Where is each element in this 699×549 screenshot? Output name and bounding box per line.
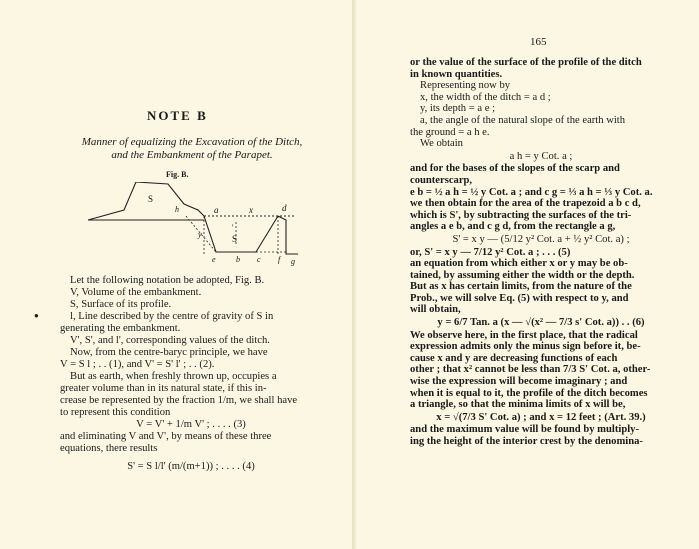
equation-line: a h = y Cot. a ; bbox=[509, 150, 573, 162]
equation-6: y = 6/7 Tan. a (x — √(x² — 7/3 s' Cot. a)) . . (6) bbox=[437, 317, 645, 329]
text-line: We observe here, in the first place, that the radical bbox=[410, 329, 638, 341]
text-line: other ; that x² cannot be less than 7/3 S' Cot. a, other- bbox=[410, 364, 651, 376]
text-line: the ground = a h e. bbox=[410, 126, 490, 138]
text-line: y, its depth = a e ; bbox=[420, 103, 496, 115]
text-line: Now, from the centre-baryc principle, we have bbox=[70, 347, 268, 358]
label-a: a bbox=[214, 205, 219, 215]
text-line: V, Volume of the embankment. bbox=[70, 287, 202, 298]
text-line: a triangle, so that the minima limits of x will be, bbox=[410, 399, 626, 411]
text-line: generating the embankment. bbox=[60, 323, 181, 334]
parapet-outline bbox=[88, 182, 204, 220]
text-line: S, Surface of its profile. bbox=[70, 299, 172, 310]
text-line: an equation from which either x or y may be ob- bbox=[410, 258, 628, 270]
text-line: We obtain bbox=[420, 138, 463, 150]
label-e: e bbox=[212, 255, 216, 264]
text-line: But as earth, when freshly thrown up, occupies a bbox=[70, 371, 277, 382]
text-line: will obtain, bbox=[410, 304, 461, 316]
text-line: equations, there results bbox=[60, 443, 158, 454]
ditch-profile bbox=[204, 216, 278, 252]
equation-5: or, S' = x y — 7/12 y² Cot. a ; . . . (5) bbox=[410, 246, 571, 258]
label-c: c bbox=[257, 255, 261, 264]
label-x: x bbox=[249, 205, 253, 215]
label-f: f bbox=[278, 255, 281, 264]
text-line: counterscarp, bbox=[410, 174, 473, 186]
text-line: to represent this condition bbox=[60, 407, 171, 418]
text-line: expression admits only the minus sign before it, be- bbox=[410, 341, 641, 353]
text-line: crease be represented by the fraction 1/m, we shall have bbox=[60, 395, 298, 406]
text-line: wise the expression will become imaginary ; and bbox=[410, 376, 628, 388]
label-d: d bbox=[282, 203, 287, 213]
text-line: which is S', by subtracting the surfaces of the tri- bbox=[410, 209, 632, 221]
text-line: and the maximum value will be found by multiply- bbox=[410, 424, 639, 436]
margin-mark: ● bbox=[34, 311, 39, 320]
label-g: g bbox=[291, 257, 295, 266]
equation-line: S' = x y — (5/12 y² Cot. a + ½ y² Cot. a) ; bbox=[452, 233, 630, 245]
text-line: cause x and y are decreasing functions of each bbox=[410, 352, 618, 364]
page-number: 165 bbox=[530, 36, 547, 48]
text-line: a, the angle of the natural slope of the earth with bbox=[420, 114, 626, 126]
text-line: angles a e b, and c g d, from the rectangle a g, bbox=[410, 221, 616, 233]
figure-label: Fig. B. bbox=[166, 170, 189, 179]
text-line: x, the width of the ditch = a d ; bbox=[420, 91, 551, 103]
text-line: Prob., we will solve Eq. (5) with respect to y, and bbox=[410, 292, 629, 304]
text-line: we then obtain for the area of the trapezoid a b c d, bbox=[410, 198, 641, 210]
text-line: Representing now by bbox=[420, 80, 511, 92]
text-line: greater volume than in its natural state, if this in- bbox=[60, 383, 267, 394]
equation-line: e b = ½ a h = ½ y Cot. a ; and c g = ⅓ a h = ⅓ y Cot. a. bbox=[410, 186, 653, 198]
label-h: h bbox=[175, 205, 179, 214]
label-S-lower: S bbox=[232, 234, 238, 244]
equation-line: x = √(7/3 S' Cot. a) ; and x = 12 feet ; (Art. 39.) bbox=[436, 411, 646, 423]
subtitle-line-2: and the Embankment of the Parapet. bbox=[111, 149, 273, 161]
text-line: ing the height of the interior crest by the denomina- bbox=[410, 436, 643, 447]
text-line: But as x has certain limits, from the nature of the bbox=[410, 281, 632, 293]
parapet-ditch-diagram bbox=[86, 182, 308, 272]
text-line: V = S l ; . . (1), and V' = S' l' ; . . (2). bbox=[60, 359, 215, 370]
label-b: b bbox=[236, 255, 240, 264]
text-line: when it is equal to it, the profile of the ditch becomes bbox=[410, 387, 648, 399]
right-body-text bbox=[410, 57, 672, 448]
text-line: Let the following notation be adopted, Fig. B. bbox=[70, 275, 265, 286]
text-line: in known quantities. bbox=[410, 68, 503, 80]
subtitle-line-1: Manner of equalizing the Excavation of the Ditch, bbox=[81, 136, 303, 148]
note-subtitle bbox=[52, 136, 332, 162]
text-line: tained, by assuming either the width or the depth. bbox=[410, 269, 635, 281]
text-line: and for the bases of the slopes of the scarp and bbox=[410, 163, 620, 175]
text-line: and eliminating V and V', by means of these three bbox=[60, 431, 272, 442]
label-y: y bbox=[198, 230, 202, 239]
equation-3: V = V' + 1/m V' ; . . . . (3) bbox=[136, 419, 246, 430]
text-line: or the value of the surface of the profile of the ditch bbox=[410, 57, 642, 68]
equation-4: S' = S l/l' (m/(m+1)) ; . . . . (4) bbox=[127, 461, 255, 472]
text-line: V', S', and l', corresponding values of the ditch. bbox=[70, 335, 270, 346]
label-S-top: S bbox=[148, 194, 154, 204]
counterscarp bbox=[278, 216, 298, 254]
label-prime: ' bbox=[232, 223, 234, 232]
left-body-text bbox=[60, 275, 322, 473]
text-line: l, Line described by the centre of gravity of S in bbox=[70, 311, 274, 322]
note-title: NOTE B bbox=[147, 108, 208, 123]
